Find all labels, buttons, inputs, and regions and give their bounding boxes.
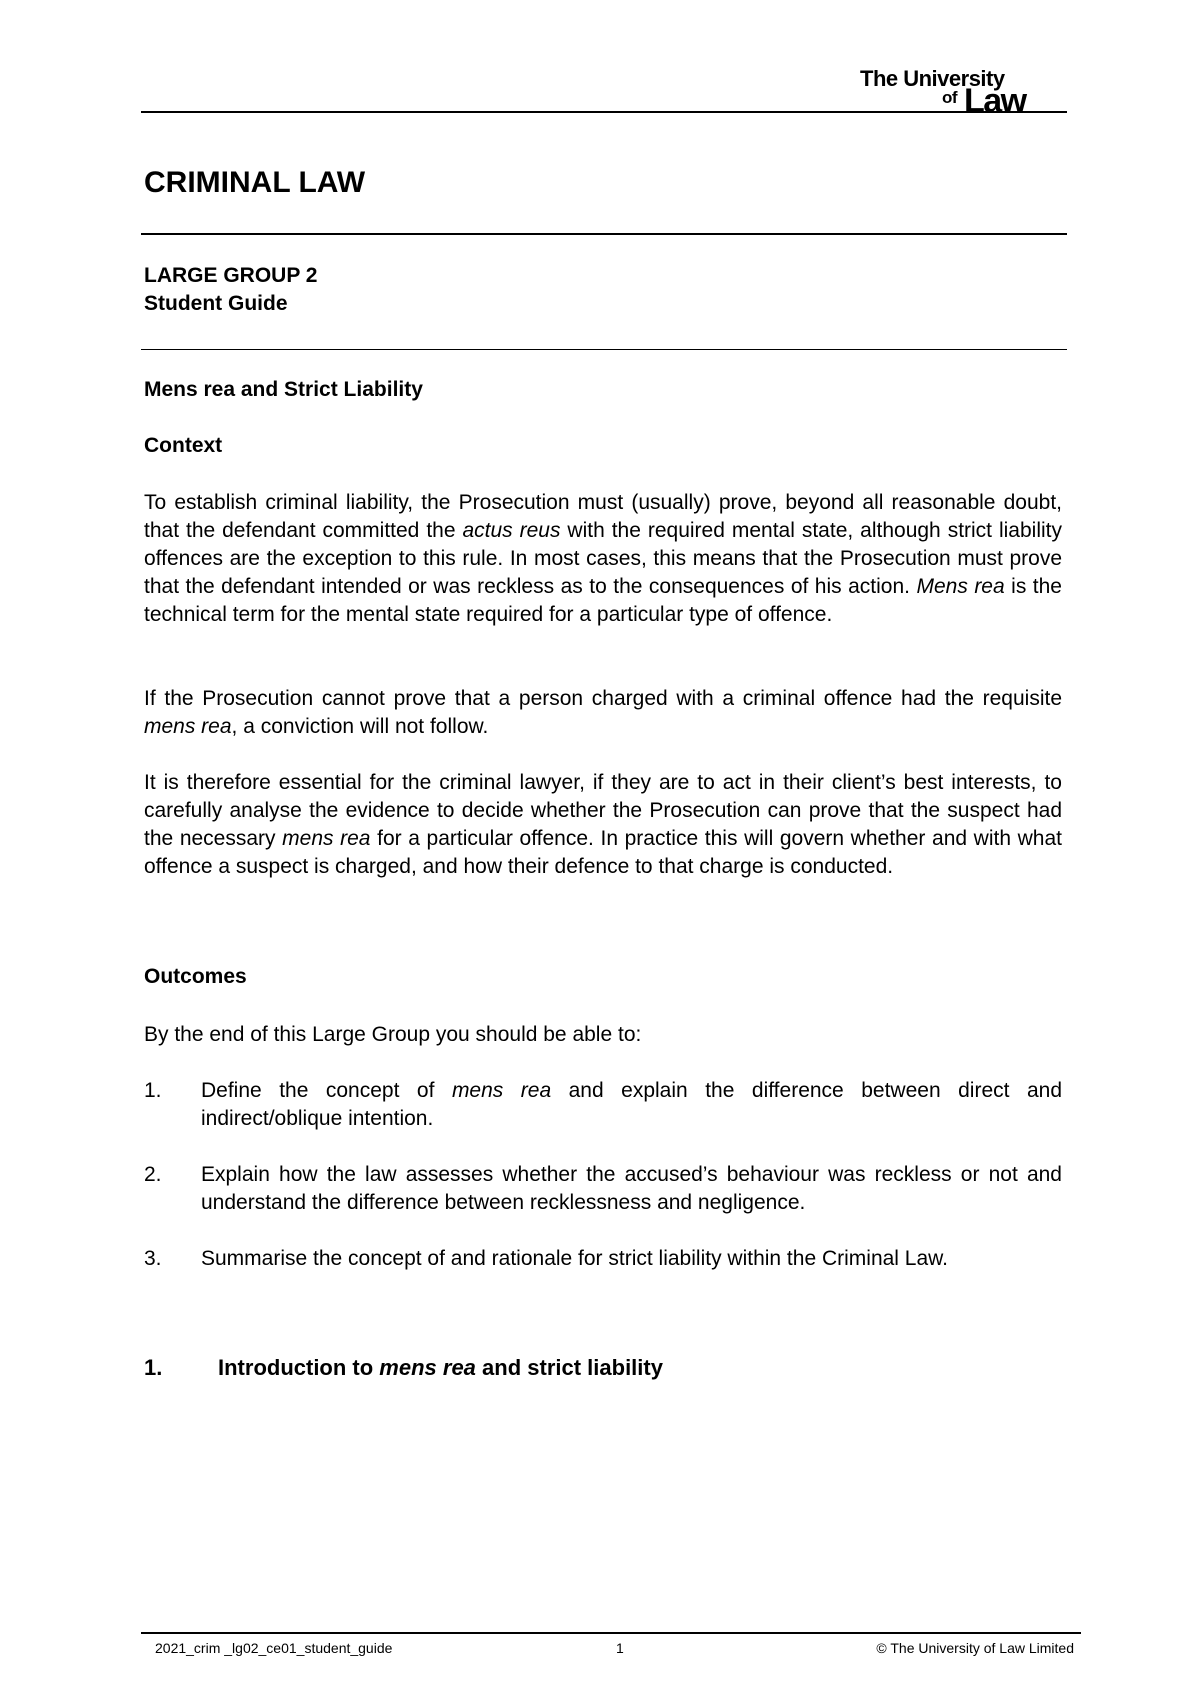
logo-text-of: of [942, 88, 958, 107]
context-paragraph-2 [144, 685, 1062, 741]
topic-heading: Mens rea and Strict Liability [144, 378, 423, 401]
outcome-item [144, 1077, 1062, 1133]
section-title-c: and strict liability [475, 1355, 663, 1380]
university-of-law-logo [860, 66, 1068, 120]
outcome-1-text-c: and explain the difference between direct and indirect/oblique intention. [201, 1079, 1062, 1130]
outcome-text: Summarise the concept of and rationale for strict liability within the Criminal Law. [201, 1247, 948, 1270]
footer-copyright: © The University of Law Limited [876, 1640, 1074, 1656]
outcome-item [144, 1245, 1062, 1273]
context-p2-text-c: , a conviction will not follow. [231, 715, 489, 738]
header-rule [141, 111, 1067, 113]
context-p3-term-mens-rea: mens rea [282, 827, 371, 850]
outcome-text: Explain how the law assesses whether the accused’s behaviour was reckless or not and understand the difference between recklessness and negligence. [201, 1163, 1062, 1214]
context-p3-text-a: It is therefore essential for the criminal lawyer, if they are to act in their client’s best interests, to carefully analyse the evidence to decide whether the Prosecution can prove that the suspect had the necessary [144, 771, 1062, 850]
section-title [218, 1355, 663, 1381]
group-label: LARGE GROUP 2 [144, 264, 318, 287]
outcomes-intro: By the end of this Large Group you should be able to: [144, 1023, 642, 1046]
context-paragraph-3 [144, 769, 1062, 881]
logo-text-law: Law [964, 82, 1026, 120]
outcome-item [144, 1161, 1062, 1217]
context-paragraph-1 [144, 489, 1062, 629]
context-p1-term-mens-rea: Mens rea [916, 575, 1005, 598]
footer-page-number: 1 [616, 1640, 624, 1656]
section-title-term-mens-rea: mens rea [379, 1355, 476, 1380]
guide-label: Student Guide [144, 292, 288, 315]
context-heading: Context [144, 434, 223, 457]
footer-document-id: 2021_crim _lg02_ce01_student_guide [155, 1640, 393, 1656]
section-number: 1. [144, 1355, 163, 1380]
context-p1-text-a: To establish criminal liability, the Prosecution must (usually) prove, beyond all reasonable doubt, that the defendant committed the [144, 491, 1062, 542]
context-p3-text-c: for a particular offence. In practice this will govern whether and with what offence a suspect is charged, and how their defence to that charge is conducted. [144, 827, 1062, 878]
outcome-number: 2. [144, 1163, 162, 1186]
outcome-number: 3. [144, 1247, 162, 1270]
outcomes-heading: Outcomes [144, 965, 247, 988]
context-p2-term-mens-rea: mens rea [144, 715, 232, 738]
outcome-number: 1. [144, 1079, 162, 1102]
subtitle-rule [141, 349, 1067, 350]
outcome-text [201, 1077, 1062, 1133]
context-p2-text-a: If the Prosecution cannot prove that a person charged with a criminal offence had the requisite [144, 687, 1062, 710]
page-title: CRIMINAL LAW [144, 166, 366, 199]
outcome-1-term-mens-rea: mens rea [451, 1079, 552, 1102]
context-p1-text-e: is the technical term for the mental state required for a particular type of offence. [144, 575, 1062, 626]
context-p1-text-c: with the required mental state, although strict liability offences are the exception to this rule. In most cases, this means that the Prosecution must prove that the defendant intended or was reckless as to the consequences of his action. [144, 519, 1062, 598]
context-p1-term-actus-reus: actus reus [462, 519, 561, 542]
logo-text-the-university: The University [860, 66, 1005, 91]
title-rule [141, 233, 1067, 235]
section-title-a: Introduction to [218, 1355, 380, 1380]
outcome-1-text-a: Define the concept of [201, 1079, 452, 1102]
footer-rule [141, 1632, 1081, 1634]
